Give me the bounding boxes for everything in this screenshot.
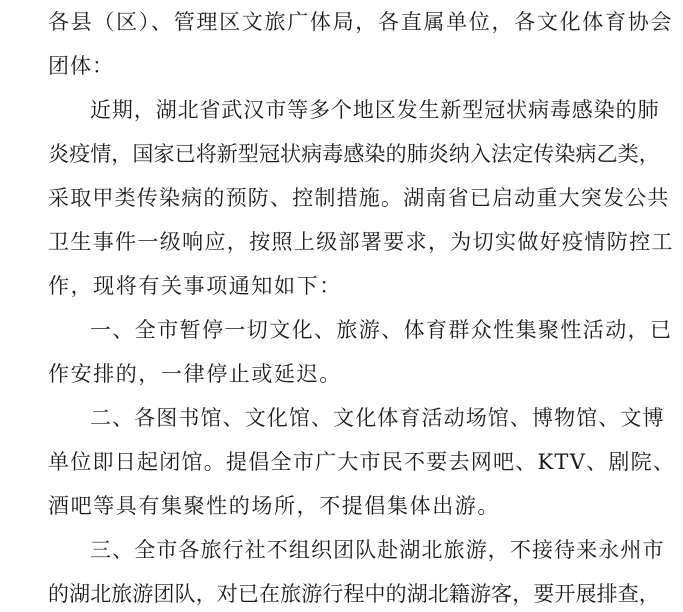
- text-line-5: 采取甲类传染病的预防、控制措施。湖南省已启动重大突发公共: [48, 186, 670, 210]
- text-line-11: 单位即日起闭馆。提倡全市广大市民不要去网吧、KTV、剧院、: [48, 450, 676, 474]
- text-line-1: 各县（区）、管理区文旅广体局，各直属单位，各文化体育协会: [48, 10, 674, 34]
- text-line-2: 团体：: [48, 54, 114, 78]
- text-line-14: 的湖北旅游团队，对已在旅游行程中的湖北籍游客，要开展排查，: [48, 582, 660, 606]
- text-line-7: 作，现将有关事项通知如下：: [48, 274, 342, 298]
- text-line-6: 卫生事件一级响应，按照上级部署要求，为切实做好疫情防控工: [48, 230, 674, 254]
- text-line-3: 近期，湖北省武汉市等多个地区发生新型冠状病毒感染的肺: [90, 98, 660, 122]
- text-line-4: 炎疫情，国家已将新型冠状病毒感染的肺炎纳入法定传染病乙类，: [48, 142, 660, 166]
- text-line-12: 酒吧等具有集聚性的场所，不提倡集体出游。: [48, 494, 500, 518]
- text-line-9: 作安排的，一律停止或延迟。: [48, 362, 342, 386]
- text-line-13: 三、全市各旅行社不组织团队赴湖北旅游，不接待来永州市: [90, 538, 665, 562]
- text-line-8: 一、全市暂停一切文化、旅游、体育群众性集聚性活动，已: [90, 318, 673, 342]
- text-line-10: 二、各图书馆、文化馆、文化体育活动场馆、博物馆、文博: [90, 406, 665, 430]
